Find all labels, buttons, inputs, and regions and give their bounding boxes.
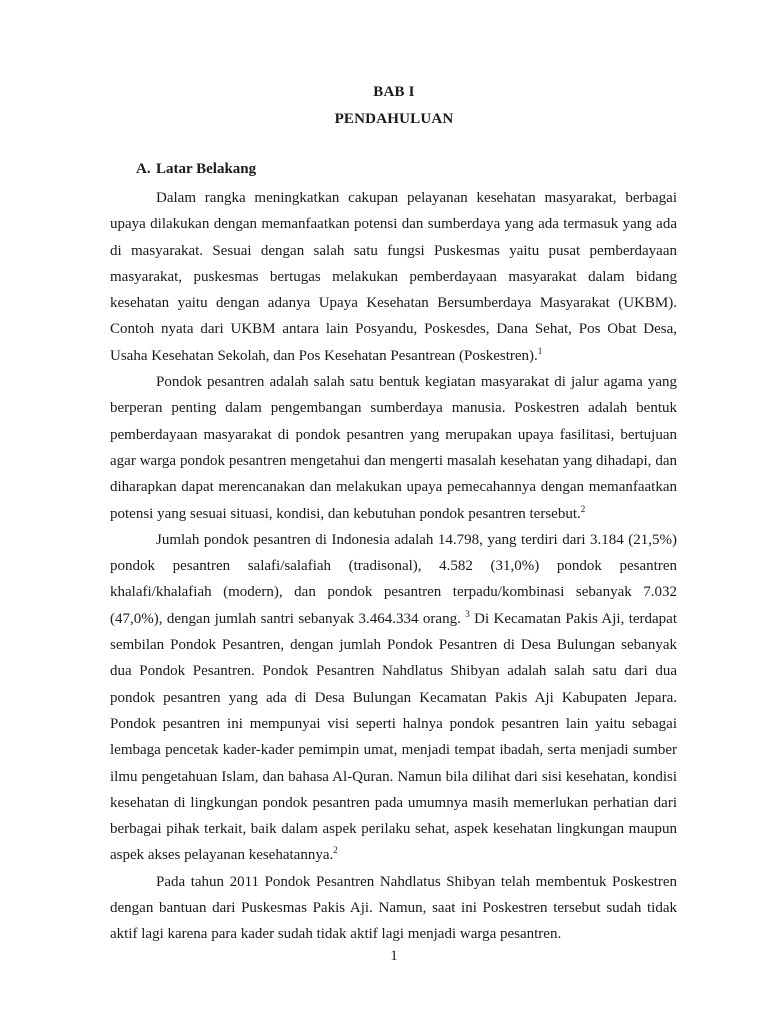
paragraph-1: [110, 185, 677, 369]
paragraph-text: Di Kecamatan Pakis Aji, terdapat sembilan Pondok Pesantren, dengan jumlah Pondok Pesantren di Desa Bulungan sebanyak dua Pondok Pesantren. Pondok Pesantren Nahdlatus Shibyan adalah salah satu dari dua pondok pesantren yang ada di Desa Bulungan Kecamatan Pakis Aji Kabupaten Jepara. Pondok pesantren ini mempunyai visi seperti halnya pondok pesantren lain yaitu sebagai lembaga pencetak kader-kader pemimpin umat, menjadi tempat ibadah, serta menjadi sumber ilmu pengetahuan Islam, dan bahasa Al-Quran. Namun bila dilihat dari sisi kesehatan, kondisi kesehatan di lingkungan pondok pesantren pada umumnya masih memerlukan perhatian dari berbagai pihak terkait, baik dalam aspek perilaku sehat, aspek kesehatan lingkungan maupun aspek akses pelayanan kesehatannya.: [110, 610, 678, 864]
footnote-ref: 3: [465, 608, 470, 619]
section-title: Latar Belakang: [156, 161, 257, 177]
section-heading: [136, 161, 256, 178]
footnote-ref: 2: [333, 845, 338, 856]
section-number: A.: [136, 161, 151, 177]
paragraph-text: Jumlah pondok pesantren di Indonesia adalah 14.798, yang terdiri dari 3.184 (21,5%) pondok pesantren salafi/salafiah (tradisonal), 4.582 (31,0%) pondok pesantren khalafi/khalafiah (modern), dan pondok pesantren terpadu/kombinasi sebanyak 7.032 (47,0%), dengan jumlah santri sebanyak 3.464.334 orang.: [110, 531, 677, 627]
paragraph-4: [110, 869, 677, 948]
body-text: [110, 185, 677, 948]
paragraph-text: Dalam rangka meningkatkan cakupan pelayanan kesehatan masyarakat, berbagai upaya dilakukan dengan memanfaatkan potensi dan sumberdaya yang ada termasuk yang ada di masyarakat. Sesuai dengan salah satu fungsi Puskesmas yaitu pusat pemberdayaan masyarakat, puskesmas bertugas melakukan pemberdayaan masyarakat dalam bidang kesehatan yaitu dengan adanya Upaya Kesehatan Bersumberdaya Masyarakat (UKBM). Contoh nyata dari UKBM antara lain Posyandu, Poskesdes, Dana Sehat, Pos Obat Desa, Usaha Kesehatan Sekolah, dan Pos Kesehatan Pesantrean (Poskestren).: [110, 190, 677, 364]
paragraph-text: Pada tahun 2011 Pondok Pesantren Nahdlatus Shibyan telah membentuk Poskestren dengan bantuan dari Puskesmas Pakis Aji. Namun, saat ini Poskestren tersebut sudah tidak aktif lagi karena para kader sudah tidak aktif lagi menjadi warga pesantren.: [110, 873, 677, 943]
footnote-ref: 2: [580, 503, 586, 514]
paragraph-2: [110, 369, 677, 527]
chapter-heading: BAB I: [373, 84, 415, 100]
paragraph-text: Pondok pesantren adalah salah satu bentuk kegiatan masyarakat di jalur agama yang berperan penting dalam pengembangan sumberdaya manusia. Poskestren adalah bentuk pemberdayaan masyarakat di pondok pesantren yang merupakan upaya fasilitasi, bertujuan agar warga pondok pesantren mengetahui dan mengerti masalah kesehatan yang dihadapi, dan diharapkan dapat merencanakan dan melakukan upaya pemecahannya dengan memanfaatkan potensi yang sesuai situasi, kondisi, dan kebutuhan pondok pesantren tersebut.: [110, 374, 677, 522]
chapter-title: PENDAHULUAN: [334, 111, 454, 127]
page-number: 1: [390, 948, 398, 964]
paragraph-3: [110, 527, 677, 869]
footnote-ref: 1: [537, 345, 543, 356]
